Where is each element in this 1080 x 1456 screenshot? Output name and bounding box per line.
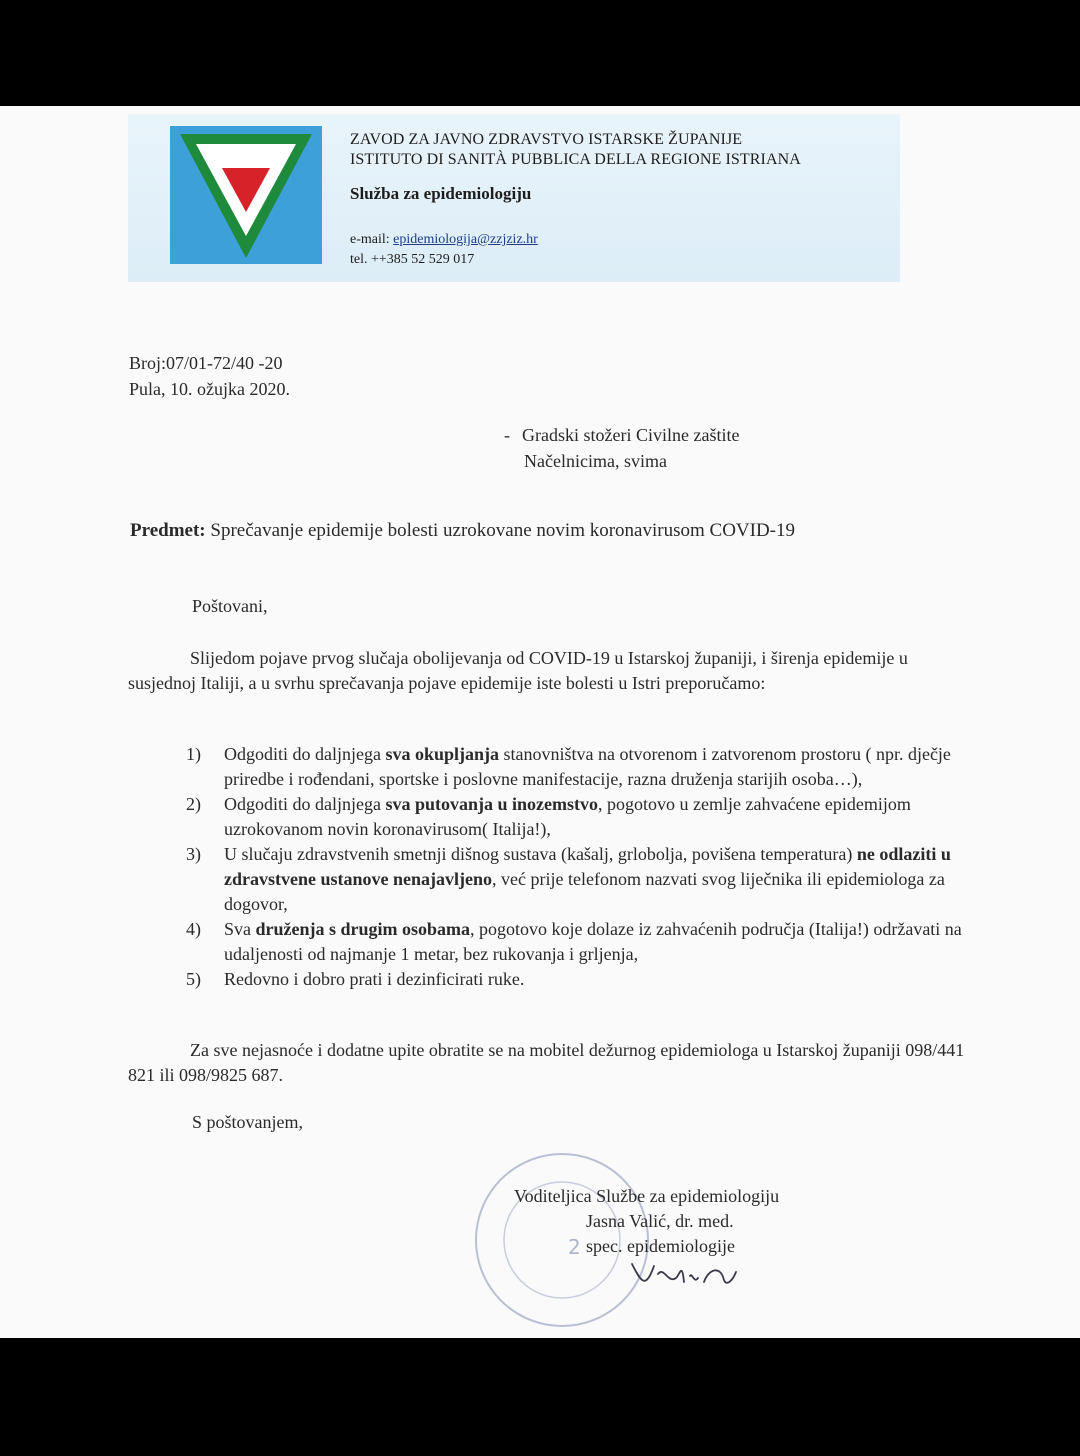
list-item xyxy=(186,967,986,992)
org-name-hr: ZAVOD ZA JAVNO ZDRAVSTVO ISTARSKE ŽUPANIJE xyxy=(350,131,743,148)
recipient-1-text: Gradski stožeri Civilne zaštite xyxy=(522,425,740,445)
bullet-dash: - xyxy=(504,425,510,445)
letterhead-text xyxy=(350,130,801,270)
signatory-name: Jasna Valić, dr. med. xyxy=(586,1211,734,1231)
list-item xyxy=(186,842,986,917)
department-name: Služba za epidemiologiju xyxy=(350,184,532,203)
list-item xyxy=(186,742,986,792)
item-number: 2) xyxy=(186,794,201,814)
signatory-specialty: spec. epidemiologije xyxy=(586,1236,735,1256)
recipient-line-2: Načelnicima, svima xyxy=(524,451,667,471)
closing: S poštovanjem, xyxy=(192,1112,303,1132)
institute-logo xyxy=(170,126,322,264)
org-name-it: ISTITUTO DI SANITÀ PUBBLICA DELLA REGIONE ISTRIANA xyxy=(350,151,801,168)
item-number: 1) xyxy=(186,744,201,764)
item-text: Odgoditi do daljnjega sva okupljanja stanovništva na otvorenom i zatvorenom prostoru ( npr. dječje priredbe i rođendani, sportske i poslovne manifestacije, razna druženja starijih osoba…), xyxy=(224,744,951,789)
greeting: Poštovani, xyxy=(192,596,268,616)
email-line xyxy=(350,230,801,250)
letterhead xyxy=(128,114,900,282)
handwritten-signature-icon xyxy=(628,1254,738,1294)
recipient-line-1 xyxy=(504,422,739,448)
item-text: Odgoditi do daljnjega sva putovanja u inozemstvo, pogotovo u zemlje zahvaćene epidemijom uzrokovanom novin koronavirusom( Italija!), xyxy=(224,794,911,839)
recommendations-list xyxy=(186,742,986,992)
subject-line xyxy=(130,520,795,542)
list-item xyxy=(186,917,986,967)
item-number: 3) xyxy=(186,844,201,864)
subject-label: Predmet: xyxy=(130,520,206,541)
document-meta xyxy=(129,350,290,402)
signatory-title: Voditeljica Službe za epidemiologiju xyxy=(514,1186,780,1206)
recipients xyxy=(504,422,739,474)
item-number: 4) xyxy=(186,919,201,939)
logo-triangle-icon xyxy=(170,126,322,264)
email-link[interactable]: epidemiologija@zzjziz.hr xyxy=(393,232,538,247)
email-label: e-mail: xyxy=(350,232,394,247)
contact-paragraph: Za sve nejasnoće i dodatne upite obratite se na mobitel dežurnog epidemiologa u Istarskoj županiji 098/441 821 ili 098/9825 687. xyxy=(128,1040,965,1085)
letter-page xyxy=(0,106,1080,1338)
contact-info xyxy=(350,230,801,270)
phone-line: tel. ++385 52 529 017 xyxy=(350,252,475,267)
item-text: Sva druženja s drugim osobama, pogotovo koje dolaze iz zahvaćenih područja (Italija!) održavati na udaljenosti od najmanje 1 metar, bez rukovanja i grljenja, xyxy=(224,919,962,964)
item-text: U slučaju zdravstvenih smetnji dišnog sustava (kašalj, grlobolja, povišena temperatura) ne odlaziti u zdravstvene ustanove nenajavljeno, već prije telefonom nazvati svog liječnika ili epidemiologa za dogovor, xyxy=(224,844,951,914)
list-item xyxy=(186,792,986,842)
reference-number: Broj:07/01-72/40 -20 xyxy=(129,353,283,373)
intro-paragraph: Slijedom pojave prvog slučaja obolijevanja od COVID-19 u Istarskoj županiji, i širenja epidemije u susjednoj Italiji, a u svrhu sprečavanja pojave epidemije iste bolesti u Istri preporučamo: xyxy=(128,648,908,693)
stamp-number: 2 xyxy=(568,1235,581,1259)
item-text: Redovno i dobro prati i dezinficirati ruke. xyxy=(224,969,525,989)
signature-block xyxy=(514,1184,779,1259)
item-number: 5) xyxy=(186,969,201,989)
subject-text: Sprečavanje epidemije bolesti uzrokovane novim koronavirusom COVID-19 xyxy=(205,520,796,541)
place-date: Pula, 10. ožujka 2020. xyxy=(129,379,290,399)
